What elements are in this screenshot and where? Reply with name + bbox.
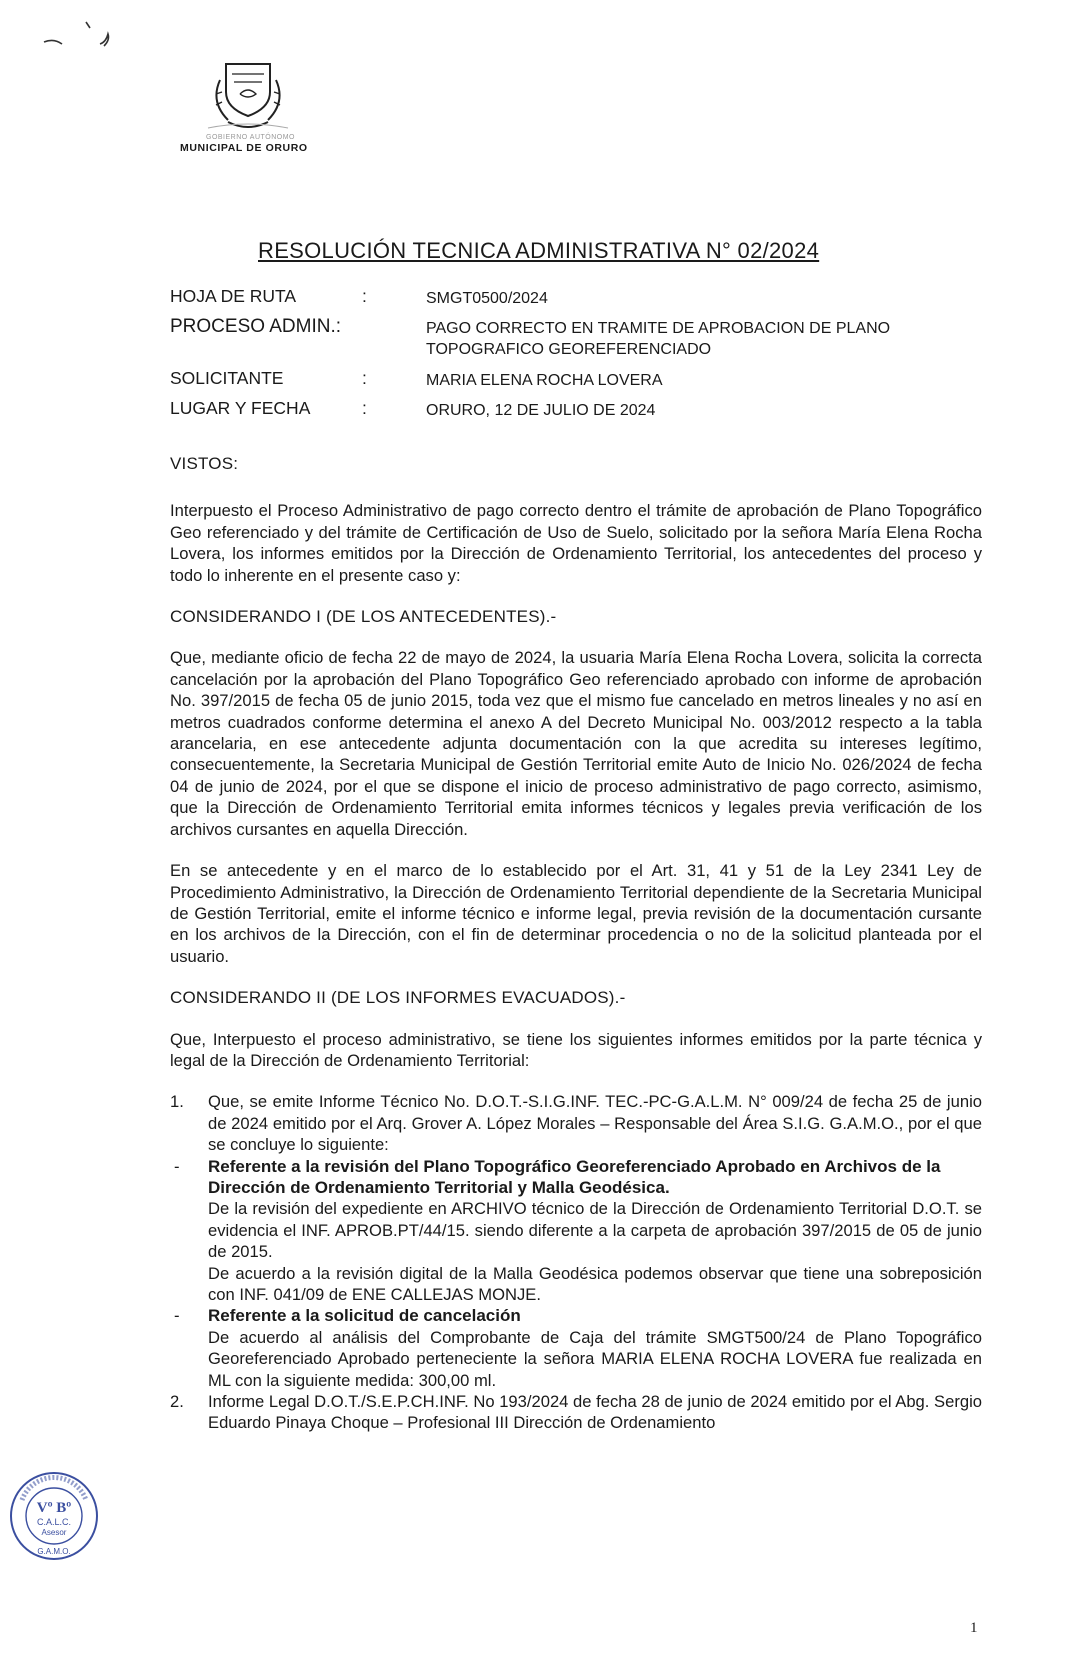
meta-label: SOLICITANTE [170,368,284,388]
meta-label: HOJA DE RUTA [170,286,297,306]
bullet-dash: - [174,1156,180,1176]
meta-label: PROCESO ADMIN.: [170,316,342,337]
logo-caption: MUNICIPAL DE ORURO [180,142,308,154]
coat-of-arms-icon [198,58,298,136]
bullet-item-2 [170,1305,982,1391]
municipal-logo [180,58,330,154]
bullet-heading: Referente a la solicitud de cancelación [208,1306,521,1326]
meta-row-proceso [170,316,982,368]
meta-separator: : [362,398,367,418]
meta-value: ORURO, 12 DE JULIO DE 2024 [426,402,656,419]
meta-separator: : [362,368,367,388]
meta-value: MARIA ELENA ROCHA LOVERA [426,372,663,389]
meta-value: PAGO CORRECTO EN TRAMITE DE APROBACION DE PLANO TOPOGRAFICO GEOREFERENCIADO [426,320,891,358]
meta-separator: : [362,286,367,306]
approval-stamp [8,1470,100,1562]
bullet-text: De acuerdo a la revisión digital de la Malla Geodésica podemos observar que tiene una sobreposición con INF. 041/09 de ENE CALLEJAS MONJE. [208,1263,982,1304]
vistos-heading: VISTOS: [170,454,239,473]
pen-mark [36,14,126,59]
item-number: 2. [170,1392,184,1412]
considerando-1-paragraph-1: Que, mediante oficio de fecha 22 de mayo de 2024, la usuaria María Elena Rocha Lovera, solicita la correcta cancelación por la aprobación del Plano Topográfico Geo referenciado aprobado con informe de aprobación No. 397/2015 de fecha 05 de junio 2015, toda vez que el mismo fue cancelado en metros lineales y no así en metros cuadrados conforme determina el anexo A del Decreto Municipal No. 003/2012 respecto a la tabla arancelaria, en ese antecedente adjunta documentación con la que acredita su intereses legítimo, consecuentemente, la Secretaria Municipal de Gestión Territorial emite Auto de Inicio No. 026/2024 de fecha 04 de junio de 2024, por el que se dispone el inicio de proceso administrativo de pago correcto, asimismo, que la Dirección de Ordenamiento Territorial emita informes técnicos y legales previa verificación de los archivos cursantes en aquella Dirección. [170,648,982,839]
stamp-bottom: G.A.M.O. [37,1547,71,1556]
bullet-dash: - [174,1306,180,1326]
item-text: Informe Legal D.O.T./S.E.P.CH.INF. No 193/2024 de fecha 28 de junio de 2024 emitido por el Abg. Sergio Eduardo Pinaya Choque – Profesional III Dirección de Ordenamiento [208,1392,982,1433]
document-title: RESOLUCIÓN TECNICA ADMINISTRATIVA N° 02/2024 [258,238,820,263]
considerando-2-heading: CONSIDERANDO II (DE LOS INFORMES EVACUADOS).- [170,988,626,1008]
item-number: 1. [170,1092,184,1112]
document-body [170,453,982,1434]
numbered-item-1 [170,1091,982,1155]
meta-row-lugar-fecha [170,398,982,428]
considerando-1-heading: CONSIDERANDO I (DE LOS ANTECEDENTES).- [170,607,557,627]
logo-caption-small: GOBIERNO AUTÓNOMO [206,134,296,141]
bullet-text: De acuerdo al análisis del Comprobante de Caja del trámite SMGT500/24 de Plano Topográfico Georeferenciado Aprobado perteneciente la señora MARIA ELENA ROCHA LOVERA fue realizada en ML con la siguiente medida: 300,00 ml. [208,1327,982,1390]
meta-row-hoja [170,286,982,316]
vistos-paragraph: Interpuesto el Proceso Administrativo de pago correcto dentro el trámite de aprobación de Plano Topográfico Geo referenciado y del trámite de Certificación de Uso de Suelo, solicitado por la señora María Elena Rocha Lovera, los informes emitidos por la Dirección de Ordenamiento Territorial, los antecedentes del proceso y todo lo inherente en el presente caso y: [170,501,982,585]
stamp-text-3: Asesor [41,1528,67,1537]
numbered-item-2 [170,1391,982,1434]
considerando-2-paragraph: Que, Interpuesto el proceso administrativo, se tiene los siguientes informes emitidos por la parte técnica y legal de la Dirección de Ordenamiento Territorial: [170,1029,982,1070]
bullet-item-1 [170,1156,982,1306]
meta-row-solicitante [170,368,982,398]
stamp-text-1: Vº Bº [36,1500,72,1516]
item-text: Que, se emite Informe Técnico No. D.O.T.-S.I.G.INF. TEC.-PC-G.A.L.M. N° 009/24 de fecha 25 de junio de 2024 emitido por el Arq. Grover A. López Morales – Responsable del Área S.I.G. G.A.M.O., por el que se concluye lo siguiente: [208,1092,982,1155]
considerando-1-paragraph-2: En se antecedente y en el marco de lo establecido por el Art. 31, 41 y 51 de la Ley 2341 Ley de Procedimiento Administrativo, la Dirección de Ordenamiento Territorial dependiente de la Secretaria Municipal de Gestión Territorial, emite el informe técnico e informe legal, previa revisión de la documentación cursante en los archivos de la Dirección, con el fin de determinar procedencia o no de la solicitud planteada por el usuario. [170,861,982,966]
meta-value: SMGT0500/2024 [426,290,548,307]
bullet-text: De la revisión del expediente en ARCHIVO técnico de la Dirección de Ordenamiento Territorial D.O.T. se evidencia el INF. APROB.PT/44/15. siendo diferente a la carpeta de aprobación 397/2015 de 05 de junio de 2015. [208,1199,982,1262]
stamp-text-2: C.A.L.C. [36,1517,72,1527]
page-number: 1 [970,1620,978,1636]
meta-label: LUGAR Y FECHA [170,398,311,418]
route-info [170,286,982,428]
bullet-heading: Referente a la revisión del Plano Topográfico Georeferenciado Aprobado en Archivos de la Dirección de Ordenamiento Territorial y Malla Geodésica. [208,1156,941,1197]
